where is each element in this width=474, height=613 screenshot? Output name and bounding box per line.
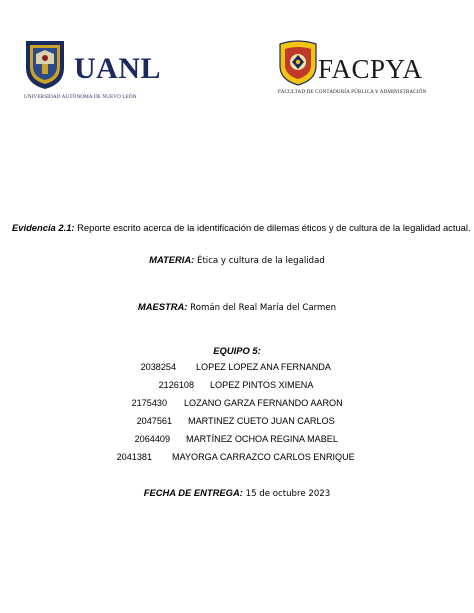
member-name: LOPEZ LOPEZ ANA FERNANDA — [196, 362, 331, 372]
member-id: 2126108 — [158, 380, 194, 390]
materia-value: Ética y cultura de la legalidad — [194, 256, 325, 266]
member-id: 2175430 — [131, 398, 167, 408]
uanl-subtitle: UNIVERSIDAD AUTÓNOMA DE NUEVO LEÓN — [24, 94, 137, 100]
member-id: 2038254 — [140, 362, 176, 372]
materia-line — [0, 254, 474, 266]
uanl-seal-icon — [22, 38, 68, 90]
member-name: LOPEZ PINTOS XIMENA — [210, 380, 314, 390]
maestra-line — [0, 301, 474, 313]
member-id: 2041381 — [116, 452, 152, 462]
uanl-logo — [22, 38, 162, 104]
facpya-wordmark: FACPYA — [318, 54, 423, 84]
evidencia-text: Reporte escrito acerca de la identificación de dilemas éticos y de cultura de la legalidad actual. — [74, 222, 471, 233]
facpya-seal-icon — [278, 40, 318, 86]
fecha-label: FECHA DE ENTREGA: — [143, 487, 243, 498]
maestra-label: MAESTRA: — [137, 301, 188, 312]
member-id: 2064409 — [134, 434, 170, 444]
maestra-value: Román del Real María del Carmen — [187, 303, 337, 313]
uanl-wordmark: UANL — [74, 52, 162, 85]
member-name: MAYORGA CARRAZCO CARLOS ENRIQUE — [172, 452, 355, 462]
fecha-line — [0, 487, 474, 499]
materia-label: MATERIA: — [149, 254, 195, 265]
equipo-label: EQUIPO 5: — [213, 345, 261, 356]
evidencia-label: Evidencia 2.1: — [12, 222, 75, 233]
member-name: MARTINEZ CUETO JUAN CARLOS — [188, 416, 335, 426]
fecha-value: 15 de octubre 2023 — [242, 489, 331, 499]
member-name: MARTÍNEZ OCHOA REGINA MABEL — [186, 434, 338, 444]
member-name: LOZANO GARZA FERNANDO AARON — [184, 398, 343, 408]
facpya-logo — [276, 40, 444, 102]
equipo-heading — [0, 345, 474, 356]
member-id: 2047561 — [136, 416, 172, 426]
facpya-subtitle: FACULTAD DE CONTADURÍA PÚBLICA Y ADMINISTRACIÓN — [278, 89, 427, 95]
evidencia-line — [12, 222, 471, 233]
